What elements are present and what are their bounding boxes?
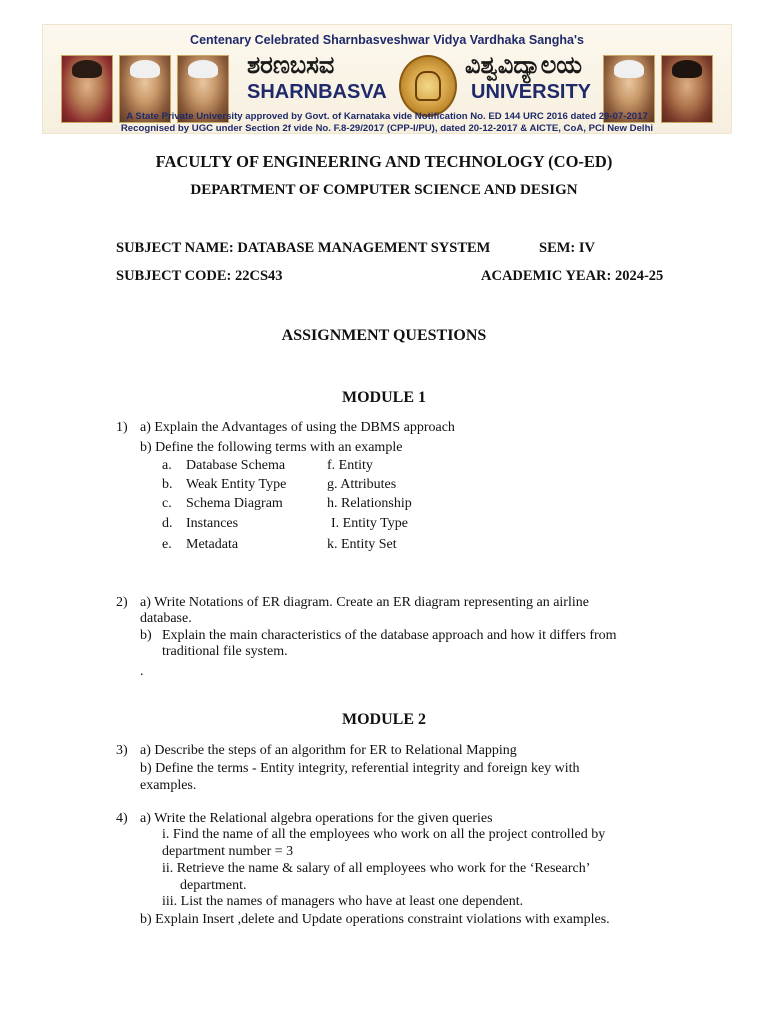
list-item: h. Relationship bbox=[327, 496, 412, 511]
list-item: k. Entity Set bbox=[327, 537, 397, 552]
sub-question: department number = 3 bbox=[162, 844, 294, 859]
list-item: I. Entity Type bbox=[331, 516, 408, 531]
list-item: Database Schema bbox=[186, 458, 286, 473]
subject-name: SUBJECT NAME: DATABASE MANAGEMENT SYSTEM bbox=[116, 240, 491, 256]
university-name-left: SHARNBASVA bbox=[247, 81, 387, 103]
list-marker: b. bbox=[162, 477, 173, 492]
list-marker: c. bbox=[162, 496, 172, 511]
question-text: b) Define the following terms with an example bbox=[140, 440, 403, 455]
question-number: 3) bbox=[116, 743, 128, 758]
question-number: 1) bbox=[116, 420, 128, 435]
list-marker: d. bbox=[162, 516, 173, 531]
kannada-name-left: ಶರಣಬಸವ bbox=[247, 51, 335, 79]
banner-approval-line: A State Private University approved by Govt. of Karnataka vide Notification No. ED 144 URC 2016 dated 29-07-2017 bbox=[126, 111, 648, 122]
university-name-right: UNIVERSITY bbox=[471, 81, 592, 103]
question-text: Explain the main characteristics of the database approach and how it differs from bbox=[162, 628, 617, 643]
kannada-name-right: ವಿಶ್ವವಿದ್ಯಾಲಯ bbox=[465, 51, 582, 79]
semester: SEM: IV bbox=[539, 240, 595, 256]
module-1-heading: MODULE 1 bbox=[342, 389, 426, 406]
assignment-title: ASSIGNMENT QUESTIONS bbox=[281, 327, 487, 344]
question-text: a) Write Notations of ER diagram. Create an ER diagram representing an airline bbox=[140, 595, 589, 610]
list-item: Instances bbox=[186, 516, 239, 531]
question-text: b) Define the terms - Entity integrity, referential integrity and foreign key with bbox=[140, 761, 580, 776]
question-number: 4) bbox=[116, 811, 128, 826]
sub-question: i. Find the name of all the employees who work on all the project controlled by bbox=[162, 827, 606, 842]
list-marker: e. bbox=[162, 537, 172, 552]
university-banner bbox=[42, 24, 732, 134]
question-text: b) Explain Insert ,delete and Update operations constraint violations with examples. bbox=[140, 912, 610, 927]
academic-year: ACADEMIC YEAR: 2024-25 bbox=[481, 268, 664, 284]
module-2-heading: MODULE 2 bbox=[342, 711, 426, 728]
list-item: Schema Diagram bbox=[186, 496, 283, 511]
department-heading: DEPARTMENT OF COMPUTER SCIENCE AND DESIGN bbox=[190, 182, 578, 198]
question-text: a) Describe the steps of an algorithm for ER to Relational Mapping bbox=[140, 743, 517, 758]
stray-dot: . bbox=[140, 664, 144, 679]
list-marker: a. bbox=[162, 458, 172, 473]
sub-question: department. bbox=[180, 878, 247, 893]
question-text: database. bbox=[140, 611, 192, 626]
faculty-heading: FACULTY OF ENGINEERING AND TECHNOLOGY (CO-ED) bbox=[155, 152, 613, 171]
sub-question: iii. List the names of managers who have at least one dependent. bbox=[162, 894, 524, 909]
question-text: a) Explain the Advantages of using the DBMS approach bbox=[140, 420, 455, 435]
question-text: traditional file system. bbox=[162, 644, 288, 659]
list-marker: b) bbox=[140, 628, 152, 643]
list-item: f. Entity bbox=[327, 458, 373, 473]
question-text: a) Write the Relational algebra operations for the given queries bbox=[140, 811, 493, 826]
subject-code: SUBJECT CODE: 22CS43 bbox=[116, 268, 283, 284]
list-item: Weak Entity Type bbox=[186, 477, 287, 492]
question-text: examples. bbox=[140, 778, 197, 793]
list-item: Metadata bbox=[186, 537, 239, 552]
question-number: 2) bbox=[116, 595, 128, 610]
banner-recognition-line: Recognised by UGC under Section 2f vide No. F.8-29/2017 (CPP-I/PU), dated 20-12-2017 & AICTE, CoA, PCI New Delhi bbox=[120, 123, 654, 134]
sub-question: ii. Retrieve the name & salary of all employees who work for the ‘Research’ bbox=[162, 861, 591, 876]
list-item: g. Attributes bbox=[327, 477, 397, 492]
university-emblem-icon bbox=[399, 55, 457, 117]
banner-top-line: Centenary Celebrated Sharnbasveshwar Vidya Vardhaka Sangha's bbox=[190, 33, 584, 47]
